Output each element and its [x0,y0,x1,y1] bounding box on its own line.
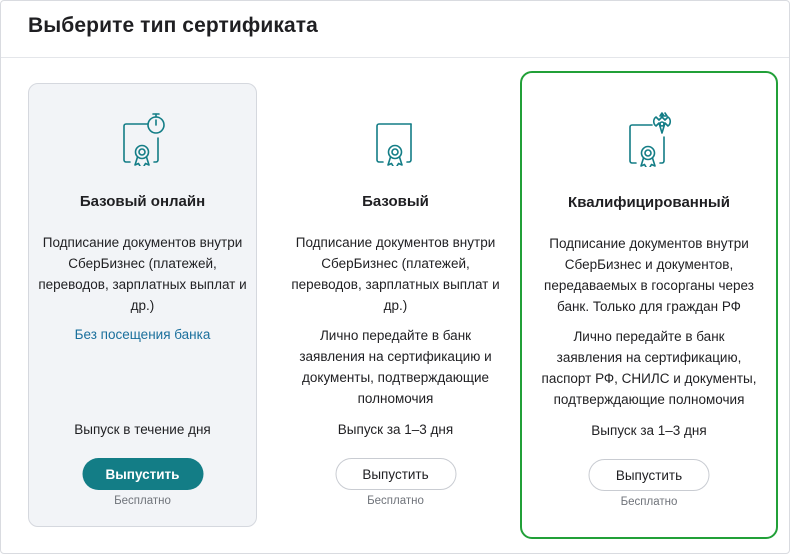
issue-time: Выпуск в течение дня [74,422,211,437]
description-line: банк. Только для граждан РФ [557,299,741,314]
card-description [288,232,503,316]
description-line: Подписание документов внутри [549,236,749,251]
description-line: переводов, зарплатных выплат и [38,277,247,292]
description-line: СберБизнес (платежей, [321,256,470,271]
note-line: Лично передайте в банк [319,328,472,343]
issue-time: Выпуск за 1–3 дня [591,423,707,438]
card-description [528,233,770,317]
card-basic[interactable] [281,83,510,527]
card-basic-online[interactable] [28,83,257,527]
description-line: переводов, зарплатных выплат и [291,277,500,292]
no-bank-visit-note [37,324,248,345]
certificate-emblem-icon [626,107,672,167]
note-line: Без посещения банка [74,327,211,342]
dialog-header [1,1,789,58]
price-label: Бесплатно [620,496,678,508]
issue-time: Выпуск за 1–3 дня [337,422,454,437]
card-title: Базовый онлайн [79,193,206,210]
note-line: Лично передайте в банк [573,329,725,344]
description-line: др.) [383,298,408,313]
card-qualified[interactable] [520,71,778,539]
note-line: подтверждающие полномочия [553,392,745,407]
price-label: Бесплатно [367,495,424,507]
description-line: др.) [130,298,155,313]
issue-button[interactable]: Выпустить [589,459,710,491]
description-line: СберБизнес (платежей, [68,256,217,271]
note-line: документы, подтверждающие [302,370,489,385]
note-line: заявления на сертификацию, [556,350,742,365]
card-title: Базовый [362,193,429,210]
description-line: Подписание документов внутри [42,235,243,250]
issue-button[interactable]: Выпустить [82,458,203,490]
requirements-note [530,326,768,410]
description-line: передаваемых в госорганы через [544,278,754,293]
price-label: Бесплатно [114,495,171,507]
card-title: Квалифицированный [568,194,730,211]
certificate-stopwatch-icon [120,106,166,166]
description-line: Подписание документов внутри [295,235,496,250]
certificate-icon [373,106,419,166]
issue-button[interactable]: Выпустить [335,458,456,490]
page-title: Выберите тип сертификата [28,14,318,37]
card-description [35,232,250,316]
note-line: полномочия [357,391,434,406]
note-line: заявления на сертификацию и [299,349,492,364]
note-line: паспорт РФ, СНИЛС и документы, [541,371,757,386]
requirements-note [290,325,501,409]
description-line: СберБизнес и документов, [564,257,734,272]
